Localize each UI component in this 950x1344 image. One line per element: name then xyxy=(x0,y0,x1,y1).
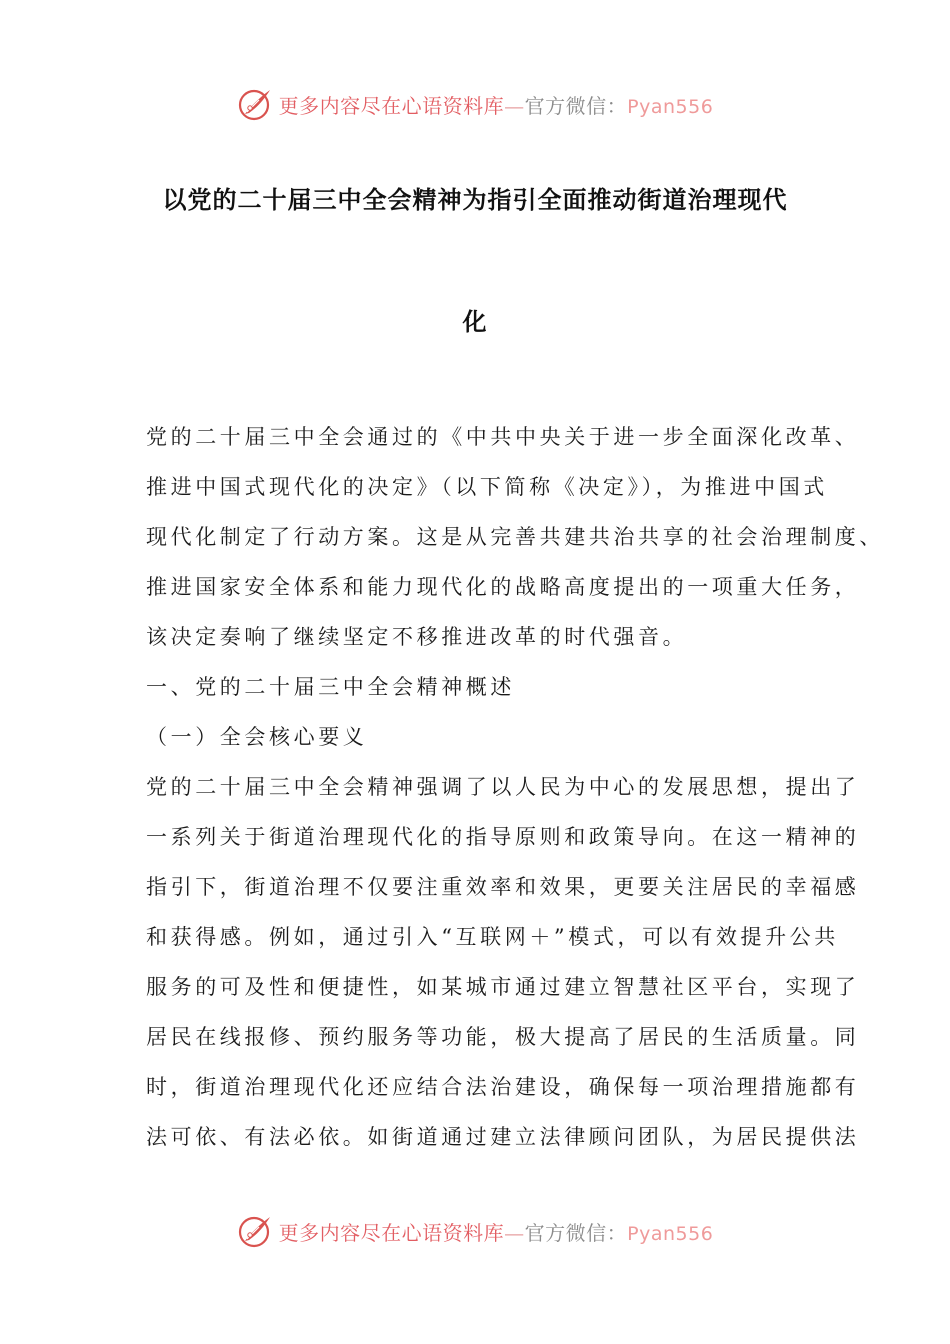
body-line: 现代化制定了行动方案。这是从完善共建共治共享的社会治理制度、 xyxy=(146,525,884,549)
header-watermark xyxy=(0,84,950,124)
body-line: 党的二十届三中全会通过的《中共中央关于进一步全面深化改革、 xyxy=(146,425,860,449)
body-line: 服务的可及性和便捷性，如某城市通过建立智慧社区平台，实现了 xyxy=(146,975,860,999)
page-title-line-1: 以党的二十届三中全会精神为指引全面推动街道治理现代 xyxy=(162,186,788,214)
watermark-brand: 更多内容尽在心语资料库 xyxy=(278,1220,505,1245)
footer-watermark xyxy=(0,1211,950,1251)
watermark-official-label: 官方微信： xyxy=(524,93,628,118)
watermark-dash: — xyxy=(504,93,525,118)
body-line: 该决定奏响了继续坚定不移推进改革的时代强音。 xyxy=(146,625,688,649)
section-heading: 一、党的二十届三中全会精神概述 xyxy=(146,675,515,699)
body-line: 法可依、有法必依。如街道通过建立法律顾问团队，为居民提供法 xyxy=(146,1125,860,1149)
watermark-account: Pyan556 xyxy=(627,95,714,118)
page-title-line-2: 化 xyxy=(462,308,488,336)
subsection-heading: （一）全会核心要义 xyxy=(146,725,368,749)
watermark-dash: — xyxy=(504,1220,525,1245)
body-line: 推进中国式现代化的决定》（以下简称《决定》），为推进中国式 xyxy=(146,475,828,499)
body-line: 推进国家安全体系和能力现代化的战略高度提出的一项重大任务， xyxy=(146,575,860,599)
body-line: 居民在线报修、预约服务等功能，极大提高了居民的生活质量。同 xyxy=(146,1025,860,1049)
body-line: 和获得感。例如，通过引入“互联网＋”模式，可以有效提升公共 xyxy=(146,925,839,949)
watermark-brand: 更多内容尽在心语资料库 xyxy=(278,93,505,118)
body-line: 党的二十届三中全会精神强调了以人民为中心的发展思想，提出了 xyxy=(146,775,860,799)
watermark-text xyxy=(279,1217,714,1246)
document-body xyxy=(146,412,884,1162)
body-line: 指引下，街道治理不仅要注重效率和效果，更要关注居民的幸福感 xyxy=(146,875,860,899)
watermark-account: Pyan556 xyxy=(627,1222,714,1245)
body-line: 一系列关于街道治理现代化的指导原则和政策导向。在这一精神的 xyxy=(146,825,860,849)
watermark-official-label: 官方微信： xyxy=(524,1220,628,1245)
quill-pen-logo-icon xyxy=(237,86,273,122)
body-line: 时，街道治理现代化还应结合法治建设，确保每一项治理措施都有 xyxy=(146,1075,860,1099)
watermark-text xyxy=(279,90,714,119)
quill-pen-logo-icon xyxy=(237,1213,273,1249)
